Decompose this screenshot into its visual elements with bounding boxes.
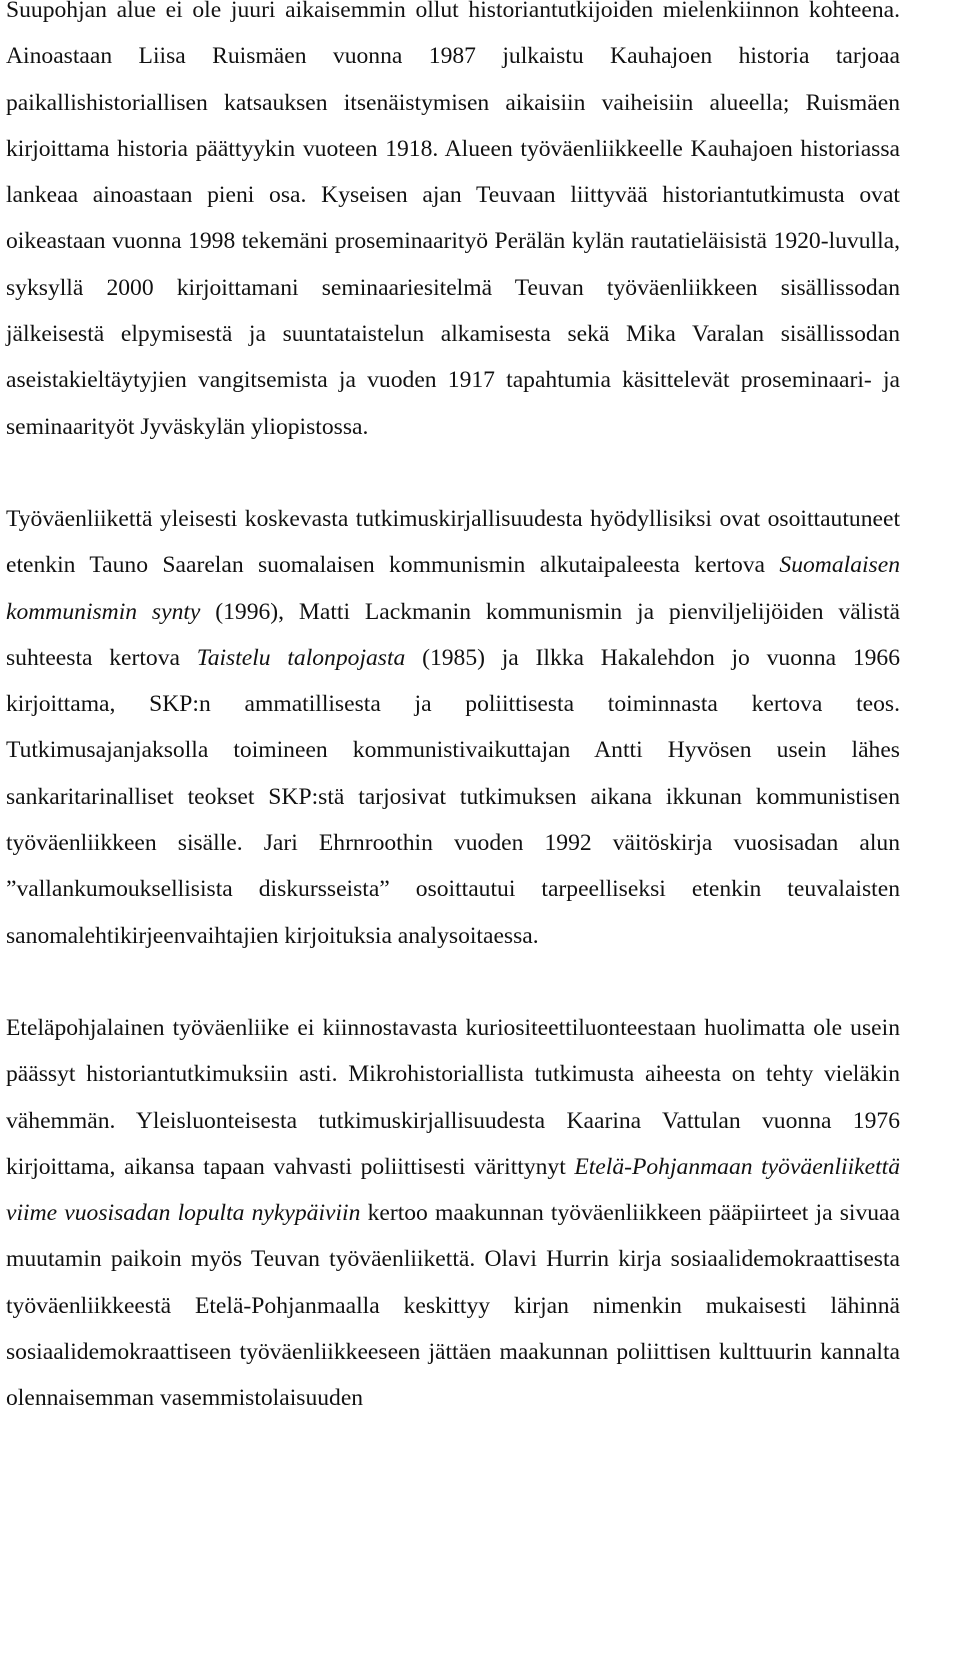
paragraph-2-text-c: (1985) ja Ilkka Hakalehdon jo vuonna 1966 kirjoittama, SKP:n ammatillisesta ja poliittisesta toiminnasta kertova teos. Tutkimusajanjaksolla toimineen kommunistivaikuttajan Antti Hyvösen usein lähes sankaritarinalliset teokset SKP:stä tarjosivat tutkimuksen aikana ikkunan kommunistisen työväenliikkeen sisälle. Jari Ehrnroothin vuoden 1992 väitöskirja vuosisadan alun ”vallankumouksellisista diskursseista” osoittautui tarpeelliseksi etenkin teuvalaisten sanomalehtikirjeenvaihtajien kirjoituksia analysoitaessa. — [6, 644, 901, 949]
book-title-etela-pohjanmaan-tyovaenliiketta: Etelä-Pohjanmaan työväenliikettä viime vuosisadan lopulta nykypäiviin — [6, 1153, 900, 1227]
paragraph-2 — [6, 496, 900, 959]
book-title-taistelu-talonpojasta: Taistelu talonpojasta — [196, 644, 406, 671]
paragraph-1 — [6, 0, 900, 450]
paragraph-2-text-a: Työväenliikettä yleisesti koskevasta tutkimuskirjallisuudesta hyödyllisiksi ovat osoittautuneet etenkin Tauno Saarelan suomalaisen kommunismin alkutaipaleesta kertova — [6, 505, 900, 579]
paragraph-2-text-b: (1996), Matti Lackmanin kommunismin ja pienviljelijöiden välistä suhteesta kertova — [6, 598, 900, 671]
paragraph-1-text: Suupohjan alue ei ole juuri aikaisemmin ollut historiantutkijoiden mielenkiinnon kohteena. Ainoastaan Liisa Ruismäen vuonna 1987 julkaistu Kauhajoen historia tarjoaa paikallishistoriallisen katsauksen itsenäistymisen aikaisiin vaiheisiin alueella; Ruismäen kirjoittama historia päättyykin vuoteen 1918. Alueen työväenliikkeelle Kauhajoen historiassa lankeaa ainoastaan pieni osa. Kyseisen ajan Teuvaan liittyvää historiantutkimusta ovat oikeastaan vuonna 1998 tekemäni proseminaarityö Perälän kylän rautatieläisistä 1920-luvulla, syksyllä 2000 kirjoittamani seminaariesitelmä Teuvan työväenliikkeen sisällissodan jälkeisestä elpymisestä ja suuntataistelun alkamisesta sekä Mika Varalan sisällissodan aseistakieltäytyjien vangitsemista ja vuoden 1917 tapahtumia käsittelevät proseminaari- ja seminaarityöt Jyväskylän yliopistossa. — [6, 0, 900, 440]
paragraph-3 — [6, 1005, 900, 1422]
document-page — [6, 0, 900, 1422]
paragraph-3-text-b: kertoo maakunnan työväenliikkeen pääpiirteet ja sivuaa muutamin paikoin myös Teuvan työväenliikettä. Olavi Hurrin kirja sosiaalidemokraattisesta työväenliikkeestä Etelä-Pohjanmaalla keskittyy kirjan nimenkin mukaisesti lähinnä sosiaalidemokraattiseen työväenliikkeeseen jättäen maakunnan poliittisen kulttuurin kannalta olennaisemman vasemmistolaisuuden — [6, 1200, 901, 1412]
book-title-suomalaisen-kommunismin-synty: Suomalaisen kommunismin synty — [6, 552, 900, 625]
paragraph-3-text-a: Eteläpohjalainen työväenliike ei kiinnostavasta kuriositeettiluonteestaan huolimatta ole usein päässyt historiantutkimuksiin asti. Mikrohistoriallista tutkimusta aiheesta on tehty vieläkin vähemmän. Yleisluonteisesta tutkimuskirjallisuudesta Kaarina Vattulan vuonna 1976 kirjoittama, aikansa tapaan vahvasti poliittisesti värittynyt — [6, 1014, 900, 1180]
